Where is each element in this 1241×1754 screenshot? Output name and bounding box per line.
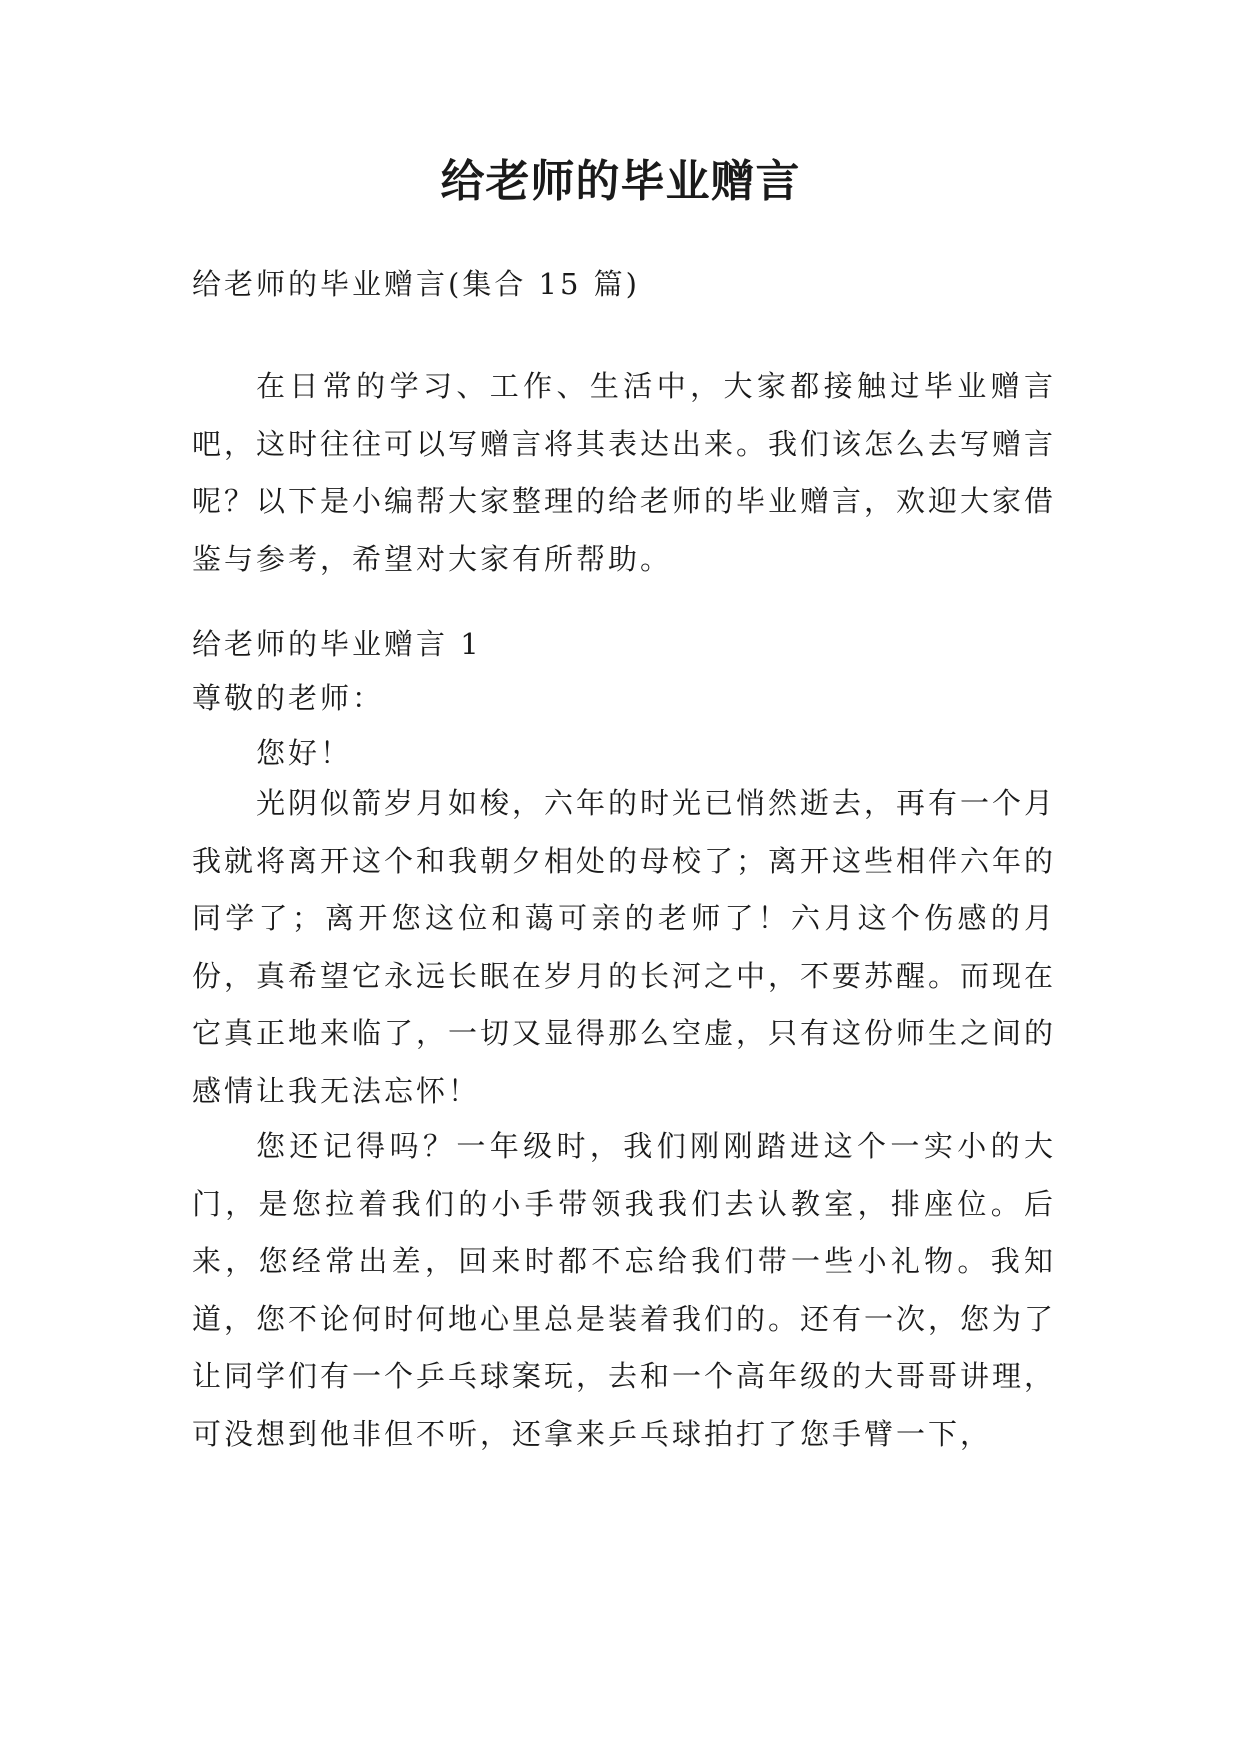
letter-greeting: 您好！: [256, 736, 353, 770]
section-heading: 给老师的毕业赠言 1: [192, 627, 482, 661]
letter-paragraph-1: 光阴似箭岁月如梭，六年的时光已悄然逝去，再有一个月我就将离开这个和我朝夕相处的母校了；离开这些相伴六年的同学了；离开您这位和蔼可亲的老师了！六月这个伤感的月份，真希望它永远长眠在岁月的长河之中，不要苏醒。而现在它真正地来临了，一切又显得那么空虚，只有这份师生之间的感情让我无法忘怀！: [192, 786, 1057, 1108]
document-subtitle: 给老师的毕业赠言(集合 15 篇): [192, 267, 640, 301]
letter-paragraph-2: 您还记得吗？一年级时，我们刚刚踏进这个一实小的大门，是您拉着我们的小手带领我我们去认教室，排座位。后来，您经常出差，回来时都不忘给我们带一些小礼物。我知道，您不论何时何地心里总是装着我们的。还有一次，您为了让同学们有一个乒乓球案玩，去和一个高年级的大哥哥讲理，可没想到他非但不听，还拿来乒乓球拍打了您手臂一下，: [192, 1129, 1057, 1451]
intro-paragraph: 在日常的学习、工作、生活中，大家都接触过毕业赠言吧，这时往往可以写赠言将其表达出来。我们该怎么去写赠言呢？以下是小编帮大家整理的给老师的毕业赠言，欢迎大家借鉴与参考，希望对大家有所帮助。: [192, 369, 1057, 576]
letter-salutation: 尊敬的老师：: [192, 681, 385, 715]
document-title: 给老师的毕业赠言: [440, 156, 801, 207]
